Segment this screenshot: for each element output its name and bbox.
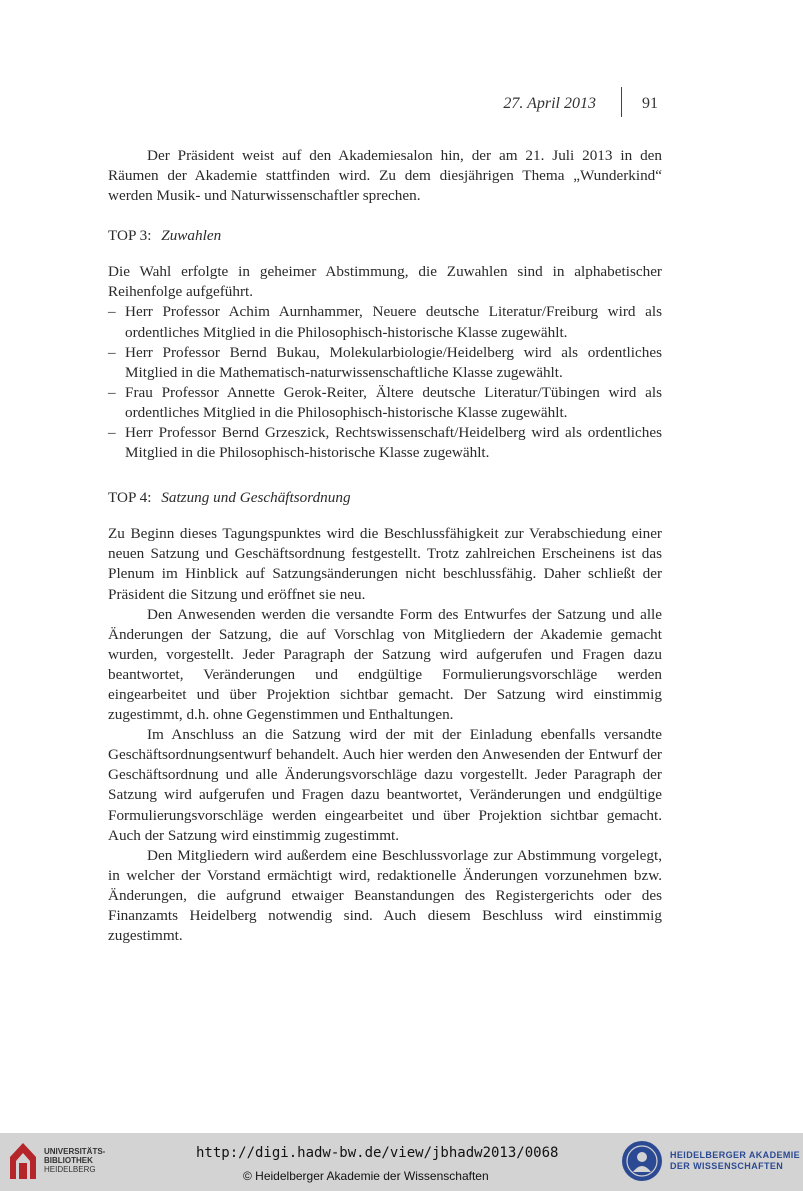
top4-paragraph: Im Anschluss an die Satzung wird der mit der Einladung ebenfalls versandte Geschäftsordnungsentwurf behandelt. Auch hier werden den Anwesenden der Entwurf der Geschäftsordnung und alle Änderungsvorschläge dazu vorgestellt. Jeder Paragraph der Satzung wird aufgerufen und Fragen dazu beantwortet, Veränderungen und endgültige Formulierungsvorschläge werden eingearbeitet und über Projektion sichtbar gemacht. Auch der Satzung wird einstimmig zugestimmt.: [108, 726, 662, 844]
permalink-url[interactable]: http://digi.hadw-bw.de/view/jbhadw2013/0068: [196, 1145, 559, 1161]
library-city: HEIDELBERG: [44, 1165, 96, 1174]
copyright-notice: © Heidelberger Akademie der Wissenschaften: [243, 1169, 489, 1183]
top3-title: Zuwahlen: [161, 227, 222, 245]
list-item: – Herr Professor Bernd Bukau, Molekularbiologie/Heidelberg wird als ordentliches Mitglied in die Mathematisch-naturwissenschaftliche Klasse zugewählt.: [108, 343, 662, 383]
library-name-line1: UNIVERSITÄTS-: [44, 1147, 106, 1156]
election-list: [108, 302, 662, 463]
academy-name: [670, 1150, 800, 1172]
hadw-seal-icon: [620, 1139, 664, 1183]
top4-title: Satzung und Geschäftsordnung: [161, 489, 351, 507]
library-name-line2: BIBLIOTHEK: [44, 1156, 93, 1165]
top4-heading: [108, 488, 662, 508]
list-item: – Frau Professor Annette Gerok-Reiter, Ältere deutsche Literatur/Tübingen wird als ordentliches Mitglied in die Philosophisch-historische Klasse zugewählt.: [108, 383, 662, 423]
top4-paragraph: Den Anwesenden werden die versandte Form des Entwurfes der Satzung und alle Änderungen der Satzung, die auf Vorschlag von Mitgliedern der Akademie gemacht wurden, vorgestellt. Jeder Paragraph der Satzung wird aufgerufen und Fragen dazu beantwortet, Veränderungen und endgültige Formulierungsvorschläge werden eingearbeitet und über Projektion sichtbar gemacht. Der Satzung wird einstimmig zugestimmt, d.h. ohne Gegenstimmen und Enthaltungen.: [108, 605, 662, 724]
top3-heading: [108, 226, 662, 246]
list-item: – Herr Professor Bernd Grzeszick, Rechtswissenschaft/Heidelberg wird als ordentliches Mitglied in die Philosophisch-historische Klasse zugewählt.: [108, 423, 662, 463]
page-number: 91: [642, 95, 658, 112]
running-head: [420, 95, 660, 117]
academy-name-line1: HEIDELBERGER AKADEMIE: [670, 1150, 801, 1160]
intro-paragraph: Der Präsident weist auf den Akademiesalon hin, der am 21. Juli 2013 in den Räumen der Akademie stattfinden wird. Zu dem diesjährigen Thema „Wunderkind“ werden Musik- und Naturwissenschaftler sprechen.: [108, 147, 662, 205]
top4-paragraph: Zu Beginn dieses Tagungspunktes wird die Beschlussfähigkeit zur Verabschiedung einer neuen Satzung und Geschäftsordnung festgestellt. Trotz zahlreichen Erscheinens ist das Plenum im Hinblick auf Satzungsänderungen nicht beschlussfähig. Daher schließt der Präsident die Sitzung und eröffnet sie neu.: [108, 525, 662, 603]
academy-name-line2: DER WISSENSCHAFTEN: [670, 1161, 784, 1171]
running-head-separator: [621, 87, 622, 117]
top3-intro: Die Wahl erfolgte in geheimer Abstimmung, die Zuwahlen sind in alphabetischer Reihenfolge aufgeführt.: [108, 263, 662, 301]
top3-label: TOP 3:: [108, 227, 152, 245]
library-name: [44, 1147, 105, 1174]
running-head-date: 27. April 2013: [503, 95, 596, 112]
body-text: [108, 146, 662, 946]
footer-bar: [0, 1133, 803, 1191]
ub-logo-icon: [8, 1139, 38, 1183]
top4-paragraph: Den Mitgliedern wird außerdem eine Beschlussvorlage zur Abstimmung vorgelegt, in welcher der Vorstand ermächtigt wird, redaktionelle Änderungen vorzunehmen bzw. Änderungen, die aufgrund etwaiger Beanstandungen des Registergerichts oder des Finanzamts Heidelberg notwendig sind. Auch diesem Beschluss wird einstimmig zugestimmt.: [108, 846, 662, 945]
list-item: – Herr Professor Achim Aurnhammer, Neuere deutsche Literatur/Freiburg wird als ordentliches Mitglied in die Philosophisch-historische Klasse zugewählt.: [108, 302, 662, 342]
top4-label: TOP 4:: [108, 489, 152, 507]
